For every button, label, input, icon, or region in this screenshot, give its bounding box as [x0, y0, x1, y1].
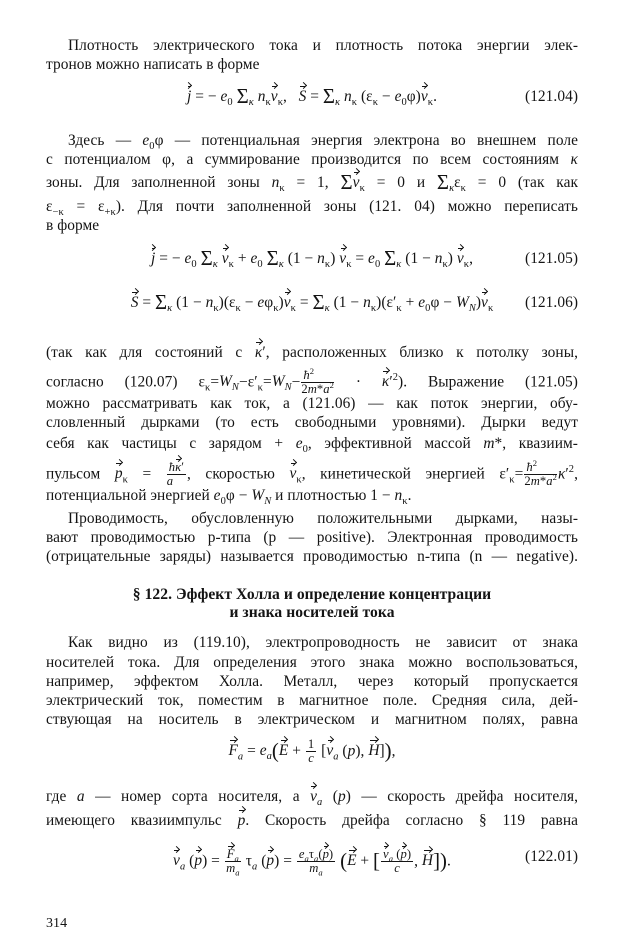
equation-121-06: $S = \Sigma_\kappa$ $(1 - n_\kappa)(\varepsilon_\kappa - e\varphi_\kappa)v_\kappa = \Sigma_\kappa$ $(1 - n_\kappa)(\varepsilon'_\kappa + e_0\varphi - W_N)v_\kappa$ (121.06)	[130, 291, 578, 315]
equation-number: (121.04)	[525, 88, 578, 105]
text-line: зоны. Для заполненной зоны $n_\kappa = 1$, $\Sigma v_\kappa = 0$ и $\Sigma_\kappa\varepsilon_\kappa = 0$ (так как	[46, 171, 578, 195]
text-line: словленный дырками (то есть свободными уровнями). Дырки ведут	[46, 414, 578, 431]
text-line: имеющего квазиимпульс p. Скорость дрейфа согласно § 119 равна	[46, 812, 579, 829]
equation-122-01: $v_a$ (p) = $\frac{F_a}{m_a}$ $\tau_a$ (p) = $\frac{e_a\tau_a(p)}{m_a}$ (E + [ $\frac{v_a (p)}{c}$ , H]). (122.01)	[173, 847, 578, 878]
text-line: с потенциалом φ, а суммирование производится по всем состояниям κ	[46, 151, 578, 168]
text-line: например, эффектом Холла. Металл, через который пропускается	[46, 673, 578, 690]
text-line: тронов можно написать в форме	[46, 56, 260, 73]
text-line: в форме	[46, 217, 100, 234]
equation-number: (121.05)	[525, 250, 578, 267]
text-line: $\varepsilon_{-\kappa} = \varepsilon_{+\kappa}$). Для почти заполненной зоны (121. 04) можно переписать	[46, 198, 578, 219]
text-line: себя как частицы с зарядом + $e_0$, эффективной массой m*, квазиим-	[46, 435, 578, 456]
text-line: Здесь — $e_0\varphi$ — потенциальная энергия электрона во внешнем поле	[68, 132, 578, 153]
equation-number: (121.06)	[525, 294, 578, 311]
equation-number: (122.01)	[525, 848, 578, 865]
section-heading: § 122. Эффект Холла и определение концентрации	[132, 586, 492, 603]
text-line: пульсом $p_\kappa$ = $\frac{ħ\kappa'}{a}$ , скоростью $v_\kappa$, кинетической энергией $\varepsilon'_\kappa=$ $\frac{ħ^2}{2m*a^2}$ $\kappa'^2$,	[46, 457, 578, 489]
equation-force: $F_a = e_a(E$ + $\frac{1}{c}$ [$v_a$ (p), H]),	[228, 737, 396, 766]
equation-121-04: j = − $e_0$ $\Sigma_\kappa$ $n_\kappa v_\kappa$, $S = \Sigma_\kappa$ $n_\kappa$ $(\varepsilon_\kappa - e_0\varphi)v_\kappa$. (121.04)	[187, 85, 578, 109]
text-line: можно рассматривать как ток, а (121.06) — как поток энергии, обу-	[46, 395, 578, 412]
text-line: (так как для состояний с κ′, расположенных близко к потолку зоны,	[46, 344, 578, 361]
text-line: потенциальной энергией $e_0\varphi - W_N$ и плотностью $1 - n_\kappa$.	[46, 487, 412, 508]
text-line: Проводимость, обусловленную положительными дырками, назы-	[68, 510, 578, 527]
text-line: (отрицательные заряды) называется проводимостью n-типа (n — negative).	[46, 548, 578, 565]
text-line: ствующая на носитель в электрическом и магнитном полях, равна	[46, 711, 578, 728]
text-line: где a — номер сорта носителя, а $v_a$ (p) — скорость дрейфа носителя,	[46, 788, 578, 809]
page-number: 314	[46, 916, 68, 931]
section-heading: и знака носителей тока	[229, 604, 395, 621]
equation-121-05: j = − $e_0$ $\Sigma_\kappa$ $v_\kappa + e_0$ $\Sigma_\kappa$ $(1 - n_\kappa)$ $v_\kappa = e_0$ $\Sigma_\kappa$ $(1 - n_\kappa)$ $v_\kappa$, (121.05)	[151, 247, 578, 271]
text-line: Как видно из (119.10), электропроводность не зависит от знака	[68, 634, 578, 651]
text-line: носителей тока. Для определения этого знака можно воспользоваться,	[46, 654, 578, 671]
text-line: вают проводимостью p-типа (p — positive). Электронная проводимость	[46, 529, 578, 546]
text-line: Плотность электрического тока и плотность потока энергии элек-	[68, 37, 578, 54]
text-line: электрический ток, поместим в магнитное поле. Средняя сила, дей-	[46, 692, 578, 709]
text-line: согласно (120.07) $\varepsilon_\kappa=W_N-\varepsilon'_\kappa=W_N-$ $\frac{ħ^2}{2m*a^2}$ · $\kappa'^2$). Выражение (121.05)	[46, 365, 578, 397]
